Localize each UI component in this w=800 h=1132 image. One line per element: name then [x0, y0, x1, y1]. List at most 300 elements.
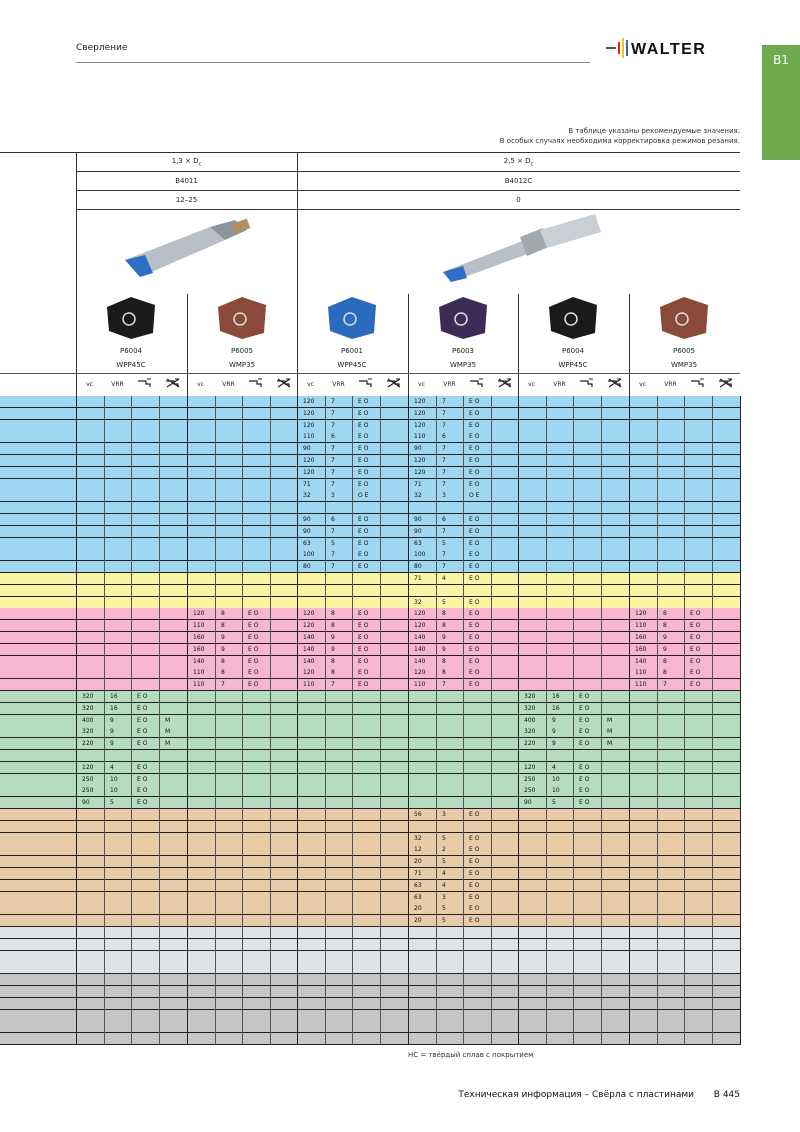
head-top-rule: [0, 152, 740, 153]
colhdr-rule: [0, 373, 740, 374]
table-cell: 4: [442, 575, 446, 582]
insert-image-5: [543, 295, 603, 341]
table-cell: O E: [469, 492, 480, 500]
table-cell: 110: [193, 681, 205, 689]
table-cell: E O: [469, 398, 480, 405]
table-cell: E O: [469, 421, 480, 429]
group1-tool: B4011: [175, 177, 198, 185]
table-cell: 8: [442, 657, 446, 665]
table-cell: 9: [663, 645, 667, 653]
insert-grade-2: WMP35: [228, 361, 256, 369]
table-cell: E O: [248, 669, 259, 677]
table-cell: 5: [442, 598, 446, 606]
table-cell: 8: [663, 622, 667, 630]
dry-icon: [165, 378, 181, 388]
table-cell: 71: [303, 480, 311, 488]
table-cell: 8: [663, 669, 667, 677]
table-cell: 7: [442, 563, 446, 571]
grid-column-line: [629, 396, 630, 1045]
table-cell: E O: [579, 799, 590, 807]
table-cell: 7: [663, 681, 667, 689]
table-cell: 120: [414, 409, 426, 417]
table-cell: E O: [469, 575, 480, 582]
table-cell: E O: [358, 468, 369, 476]
table-cell: E O: [358, 563, 369, 571]
grid-column-line: [131, 396, 132, 1045]
walter-logo: [606, 38, 742, 58]
table-cell: 32: [303, 492, 311, 500]
table-cell: 8: [221, 622, 225, 630]
drill-image-b4012c: [435, 212, 605, 290]
table-cell: E O: [358, 539, 369, 547]
table-cell: 9: [442, 634, 446, 641]
table-cell: 100: [414, 551, 426, 559]
table-cell: 20: [414, 858, 422, 866]
table-cell: E O: [137, 775, 148, 783]
insert-code-5: P6004: [561, 347, 585, 355]
colhdr-vrr: VRR: [222, 381, 235, 388]
table-cell: 140: [414, 657, 426, 665]
table-cell: 7: [331, 480, 335, 488]
table-cell: E O: [469, 610, 480, 618]
table-cell: E O: [579, 763, 590, 771]
table-cell: E O: [248, 610, 259, 618]
table-cell: 7: [442, 445, 446, 453]
table-cell: E O: [137, 740, 148, 748]
table-cell: 90: [524, 799, 532, 807]
table-cell: E O: [358, 657, 369, 665]
table-cell: 7: [331, 398, 335, 405]
table-cell: E O: [358, 409, 369, 417]
grid-column-line: [408, 396, 409, 1045]
table-cell: E O: [358, 634, 369, 641]
section-tab-label: B1: [773, 53, 789, 67]
table-cell: 4: [442, 881, 446, 889]
table-cell: 140: [635, 657, 647, 665]
coolant-icon: [248, 378, 264, 388]
table-cell: E O: [579, 728, 590, 736]
grid-column-line: [187, 396, 188, 1045]
table-cell: 3: [442, 811, 446, 818]
page-number: B 445: [713, 1090, 740, 1100]
table-cell: M: [165, 740, 171, 748]
colhdr-vc: vc: [528, 381, 535, 388]
table-cell: 140: [303, 657, 315, 665]
table-cell: 8: [221, 669, 225, 677]
table-cell: 63: [303, 539, 311, 547]
table-cell: E O: [690, 645, 701, 653]
table-cell: E O: [579, 704, 590, 712]
table-cell: 110: [303, 681, 315, 689]
grid-column-line: [518, 396, 519, 1045]
table-cell: 5: [110, 799, 114, 807]
table-cell: 7: [442, 480, 446, 488]
coolant-icon: [579, 378, 595, 388]
table-cell: E O: [358, 421, 369, 429]
table-cell: E O: [690, 681, 701, 689]
table-cell: 3: [442, 893, 446, 901]
grid-column-line: [104, 396, 105, 1045]
table-cell: 32: [414, 598, 422, 606]
grid-column-line: [546, 396, 547, 1045]
table-cell: E O: [690, 634, 701, 641]
table-cell: E O: [469, 870, 480, 877]
table-cell: 7: [331, 681, 335, 689]
table-cell: 7: [331, 468, 335, 476]
table-cell: 6: [331, 433, 335, 441]
table-cell: 7: [442, 527, 446, 535]
colhdr-vc: vc: [197, 381, 204, 388]
table-cell: E O: [137, 787, 148, 795]
table-cell: 5: [442, 917, 446, 925]
table-cell: E O: [469, 681, 480, 689]
table-cell: 16: [552, 693, 560, 700]
colhdr-vrr: VRR: [664, 381, 677, 388]
table-cell: E O: [469, 445, 480, 453]
colhdr-vrr: VRR: [111, 381, 124, 388]
table-cell: 63: [414, 881, 422, 889]
table-cell: 160: [193, 645, 205, 653]
insert-image-2: [212, 295, 272, 341]
table-cell: 12: [414, 846, 422, 854]
table-cell: 8: [221, 610, 225, 618]
table-cell: 4: [552, 763, 556, 771]
table-cell: E O: [137, 716, 148, 724]
table-cell: 32: [414, 834, 422, 842]
table-cell: O E: [358, 492, 369, 500]
table-cell: E O: [469, 622, 480, 630]
table-cell: 10: [110, 775, 118, 783]
table-cell: 110: [193, 669, 205, 677]
group2-range: 0: [516, 196, 521, 204]
table-cell: 7: [442, 551, 446, 559]
table-cell: 10: [110, 787, 118, 795]
table-cell: E O: [469, 539, 480, 547]
table-cell: 140: [414, 634, 426, 641]
table-cell: 7: [331, 527, 335, 535]
table-cell: 120: [303, 669, 315, 677]
table-cell: 32: [414, 492, 422, 500]
table-cell: 5: [331, 539, 335, 547]
table-cell: 16: [110, 693, 118, 700]
table-cell: 90: [303, 527, 311, 535]
table-cell: 20: [414, 905, 422, 913]
table-cell: E O: [469, 563, 480, 571]
table-cell: 6: [331, 516, 335, 523]
table-cell: 160: [635, 634, 647, 641]
table-cell: 7: [442, 421, 446, 429]
table-cell: 9: [221, 645, 225, 653]
table-cell: E O: [469, 881, 480, 889]
table-cell: 6: [442, 433, 446, 441]
table-cell: E O: [469, 598, 480, 606]
table-cell: 8: [442, 610, 446, 618]
table-cell: 110: [635, 669, 647, 677]
table-cell: 120: [303, 468, 315, 476]
table-cell: E O: [469, 846, 480, 854]
table-cell: E O: [690, 610, 701, 618]
table-cell: 120: [524, 763, 536, 771]
table-cell: 90: [414, 516, 422, 523]
table-cell: E O: [358, 622, 369, 630]
table-cell: 320: [82, 704, 94, 712]
grid-column-line: [159, 396, 160, 1045]
table-cell: 90: [414, 527, 422, 535]
table-cell: E O: [690, 622, 701, 630]
head-rule-2: [76, 190, 740, 191]
table-cell: 80: [303, 563, 311, 571]
table-cell: E O: [358, 645, 369, 653]
table-cell: 250: [524, 787, 536, 795]
table-cell: 220: [524, 740, 536, 748]
table-cell: E O: [469, 468, 480, 476]
table-cell: 9: [552, 716, 556, 724]
table-cell: E O: [469, 858, 480, 866]
table-cell: 5: [442, 539, 446, 547]
table-cell: 220: [82, 740, 94, 748]
table-cell: 7: [331, 457, 335, 464]
colhdr-vc: vc: [639, 381, 646, 388]
table-cell: E O: [358, 398, 369, 405]
table-cell: E O: [469, 917, 480, 925]
insert-code-2: P6005: [230, 347, 254, 355]
table-cell: 120: [635, 610, 647, 618]
table-cell: 120: [414, 610, 426, 618]
insert-grade-6: WMP35: [670, 361, 698, 369]
table-cell: 7: [442, 457, 446, 464]
insert-code-1: P6004: [119, 347, 143, 355]
head-left-rule: [76, 152, 77, 396]
table-cell: E O: [358, 457, 369, 464]
coolant-icon: [358, 378, 374, 388]
grid-column-line: [242, 396, 243, 1045]
insert-code-3: P6001: [340, 347, 364, 355]
table-cell: 120: [414, 421, 426, 429]
table-cell: E O: [690, 657, 701, 665]
table-cell: 4: [110, 763, 114, 771]
table-cell: 120: [303, 610, 315, 618]
grid-column-line: [740, 396, 741, 1045]
grid-column-line: [325, 396, 326, 1045]
table-cell: 110: [193, 622, 205, 630]
table-cell: 8: [442, 622, 446, 630]
table-cell: 120: [414, 622, 426, 630]
table-cell: 7: [331, 409, 335, 417]
table-cell: E O: [469, 409, 480, 417]
table-cell: 7: [331, 551, 335, 559]
table-cell: 7: [221, 681, 225, 689]
drill-image-b4011: [115, 215, 255, 290]
grid-column-line: [657, 396, 658, 1045]
table-cell: E O: [469, 480, 480, 488]
table-cell: 8: [331, 669, 335, 677]
table-cell: E O: [579, 787, 590, 795]
insert-image-3: [322, 295, 382, 341]
table-cell: 5: [442, 834, 446, 842]
group1-diameter: $1,3 \times D_c$: [171, 157, 202, 168]
table-cell: 140: [193, 657, 205, 665]
dry-icon: [607, 378, 623, 388]
grid-column-line: [684, 396, 685, 1045]
footnote: HC = твёрдый сплав с покрытием: [408, 1051, 534, 1059]
table-cell: E O: [469, 905, 480, 913]
table-cell: 120: [414, 398, 426, 405]
table-cell: 400: [524, 716, 536, 724]
table-cell: 71: [414, 575, 422, 582]
table-cell: 320: [82, 728, 94, 736]
footer-title: Техническая информация – Свёрла с пластинами: [458, 1090, 695, 1100]
table-cell: 160: [193, 634, 205, 641]
table-cell: 120: [414, 457, 426, 464]
table-cell: E O: [248, 634, 259, 641]
table-cell: E O: [579, 716, 590, 724]
table-cell: 9: [331, 645, 335, 653]
insert-image-6: [654, 295, 714, 341]
table-cell: 90: [414, 445, 422, 453]
table-cell: 320: [82, 693, 94, 700]
grid-column-line: [601, 396, 602, 1045]
grid-column-line: [491, 396, 492, 1045]
table-cell: E O: [248, 657, 259, 665]
table-cell: 9: [663, 634, 667, 641]
table-cell: 120: [193, 610, 205, 618]
table-cell: 9: [110, 716, 114, 724]
table-cell: 110: [414, 433, 426, 441]
dry-icon: [718, 378, 734, 388]
table-cell: E O: [137, 728, 148, 736]
dry-icon: [497, 378, 513, 388]
insert-grade-3: WPP45C: [337, 361, 367, 369]
table-cell: 120: [414, 468, 426, 476]
table-cell: 100: [303, 551, 315, 559]
table-cell: 9: [110, 728, 114, 736]
coolant-icon: [690, 378, 706, 388]
table-cell: 20: [414, 917, 422, 925]
grid-column-line: [712, 396, 713, 1045]
table-cell: E O: [690, 669, 701, 677]
table-cell: E O: [579, 740, 590, 748]
table-cell: E O: [137, 799, 148, 807]
dry-icon: [276, 378, 292, 388]
table-cell: 120: [303, 409, 315, 417]
table-cell: E O: [358, 527, 369, 535]
table-cell: E O: [137, 763, 148, 771]
colhdr-vrr: VRR: [553, 381, 566, 388]
table-cell: 90: [303, 516, 311, 523]
table-cell: 71: [414, 870, 422, 877]
table-cell: E O: [137, 693, 148, 700]
group2-tool: B4012C: [504, 177, 533, 185]
group1-range: 12–25: [175, 196, 198, 204]
table-cell: 16: [110, 704, 118, 712]
table-cell: 71: [414, 480, 422, 488]
table-cell: E O: [358, 681, 369, 689]
grid-column-line: [352, 396, 353, 1045]
table-cell: 8: [331, 657, 335, 665]
colhdr-vrr: VRR: [443, 381, 456, 388]
insert-code-6: P6005: [672, 347, 696, 355]
note-line-2: В особых случаях необходима корректировка режимов резания.: [499, 137, 740, 145]
table-cell: 120: [303, 622, 315, 630]
table-cell: 63: [414, 893, 422, 901]
table-cell: E O: [469, 657, 480, 665]
table-cell: 9: [552, 728, 556, 736]
head-mid-rule: [297, 152, 298, 396]
table-cell: E O: [358, 480, 369, 488]
table-cell: 320: [524, 693, 536, 700]
table-cell: E O: [469, 645, 480, 653]
table-cell: 6: [442, 516, 446, 523]
table-cell: 120: [414, 669, 426, 677]
table-cell: 7: [331, 445, 335, 453]
table-cell: E O: [469, 634, 480, 641]
grid-column-line: [215, 396, 216, 1045]
table-cell: 7: [442, 681, 446, 689]
grid-column-line: [380, 396, 381, 1045]
table-cell: 9: [552, 740, 556, 748]
table-cell: E O: [358, 669, 369, 677]
table-cell: 120: [303, 457, 315, 464]
table-cell: E O: [248, 622, 259, 630]
table-cell: E O: [469, 527, 480, 535]
table-cell: E O: [358, 610, 369, 618]
insert-grade-5: WPP45C: [558, 361, 588, 369]
table-cell: 63: [414, 539, 422, 547]
insert-grade-1: WPP45C: [116, 361, 146, 369]
table-cell: 90: [82, 799, 90, 807]
table-cell: E O: [469, 834, 480, 842]
table-cell: E O: [358, 445, 369, 453]
table-cell: 110: [635, 622, 647, 630]
table-cell: 8: [331, 622, 335, 630]
table-cell: 9: [442, 645, 446, 653]
table-cell: 250: [82, 775, 94, 783]
grid-column-line: [270, 396, 271, 1045]
coolant-icon: [469, 378, 485, 388]
table-cell: E O: [469, 893, 480, 901]
table-cell: 320: [524, 728, 536, 736]
table-cell: 7: [331, 421, 335, 429]
table-cell: 250: [82, 787, 94, 795]
table-cell: 9: [331, 634, 335, 641]
table-cell: 8: [221, 657, 225, 665]
grid-column-line: [436, 396, 437, 1045]
table-cell: 16: [552, 704, 560, 712]
table-cell: 3: [442, 492, 446, 500]
table-cell: 8: [442, 669, 446, 677]
table-cell: 90: [303, 445, 311, 453]
head-rule-3: [76, 209, 740, 210]
table-cell: 250: [524, 775, 536, 783]
table-cell: 140: [414, 645, 426, 653]
table-cell: M: [165, 728, 171, 736]
insert-code-4: P6003: [451, 347, 475, 355]
table-cell: 110: [303, 433, 315, 441]
logo-text: WALTER: [631, 41, 707, 58]
table-cell: E O: [579, 693, 590, 700]
section-tab: [762, 45, 800, 160]
table-cell: E O: [137, 704, 148, 712]
table-cell: E O: [358, 551, 369, 559]
table-cell: 8: [663, 610, 667, 618]
table-cell: 4: [442, 870, 446, 877]
table-cell: M: [607, 728, 613, 736]
table-cell: 160: [635, 645, 647, 653]
dry-icon: [386, 378, 402, 388]
insert-grade-4: WMP35: [449, 361, 477, 369]
table-cell: 120: [303, 421, 315, 429]
table-cell: 140: [303, 634, 315, 641]
